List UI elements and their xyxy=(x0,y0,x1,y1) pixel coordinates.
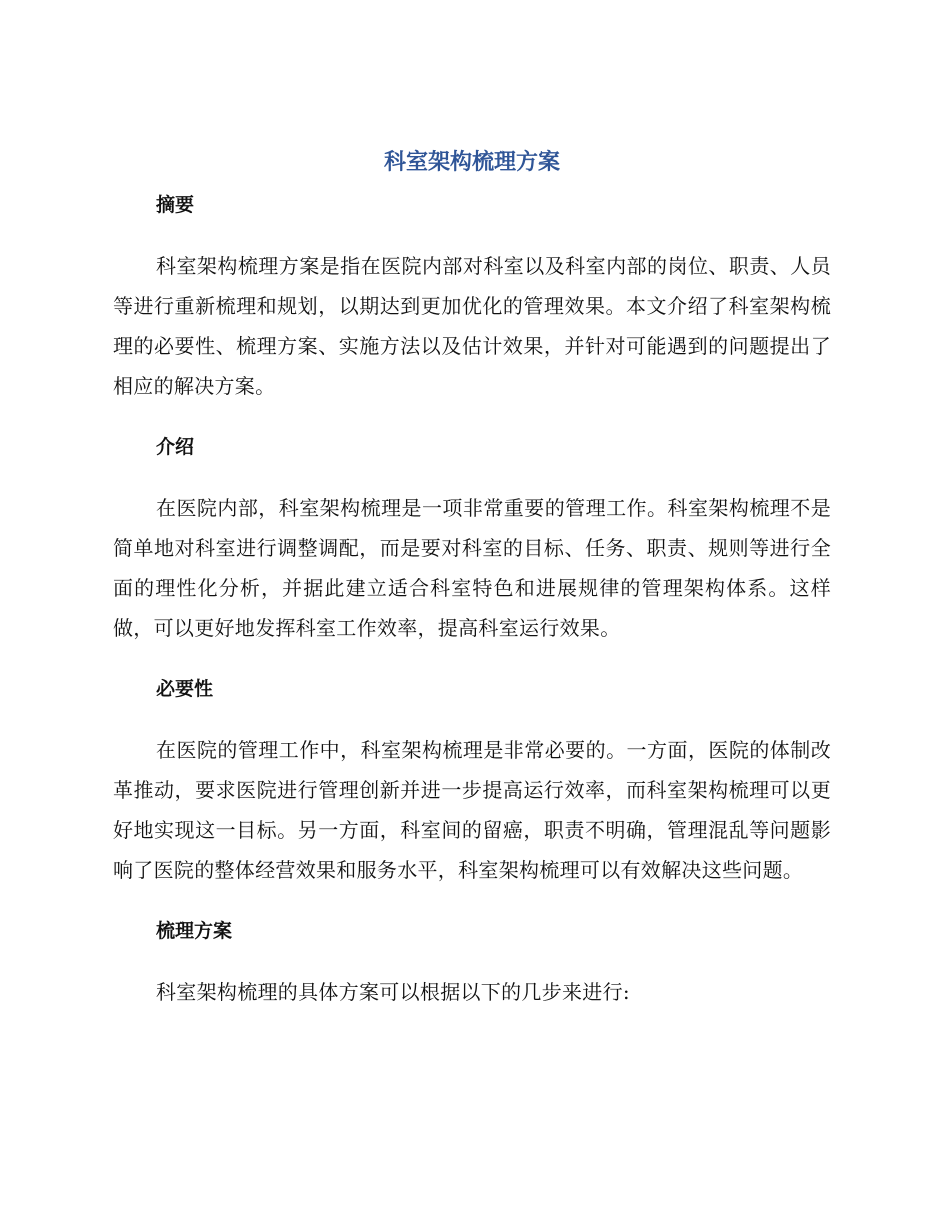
document-title: 科室架构梳理方案 xyxy=(383,150,560,175)
section-body-plan: 科室架构梳理的具体方案可以根据以下的几步来进行: xyxy=(156,980,630,1004)
section-heading-plan: 梳理方案 xyxy=(156,920,233,942)
section-heading-abstract: 摘要 xyxy=(156,194,195,216)
document-content xyxy=(113,145,831,1012)
section-heading-introduction: 介绍 xyxy=(156,436,195,458)
section-body-introduction: 在医院内部，科室架构梳理是一项非常重要的管理工作。科室架构梳理不是简单地对科室进行调整调配，而是要对科室的目标、任务、职责、规则等进行全面的理性化分析，并据此建立适合科室特色和进展规律的管理架构体系。这样做，可以更好地发挥科室工作效率，提高科室运行效果。 xyxy=(113,496,831,640)
section-body-abstract: 科室架构梳理方案是指在医院内部对科室以及科室内部的岗位、职责、人员等进行重新梳理和规划，以期达到更加优化的管理效果。本文介绍了科室架构梳理的必要性、梳理方案、实施方法以及估计效果，并针对可能遇到的问题提出了相应的解决方案。 xyxy=(113,254,831,398)
section-heading-necessity: 必要性 xyxy=(156,678,214,700)
section-body-necessity: 在医院的管理工作中，科室架构梳理是非常必要的。一方面，医院的体制改革推动，要求医院进行管理创新并进一步提高运行效率，而科室架构梳理可以更好地实现这一目标。另一方面，科室间的留癌，职责不明确，管理混乱等问题影响了医院的整体经营效果和服务水平，科室架构梳理可以有效解决这些问题。 xyxy=(113,738,831,882)
